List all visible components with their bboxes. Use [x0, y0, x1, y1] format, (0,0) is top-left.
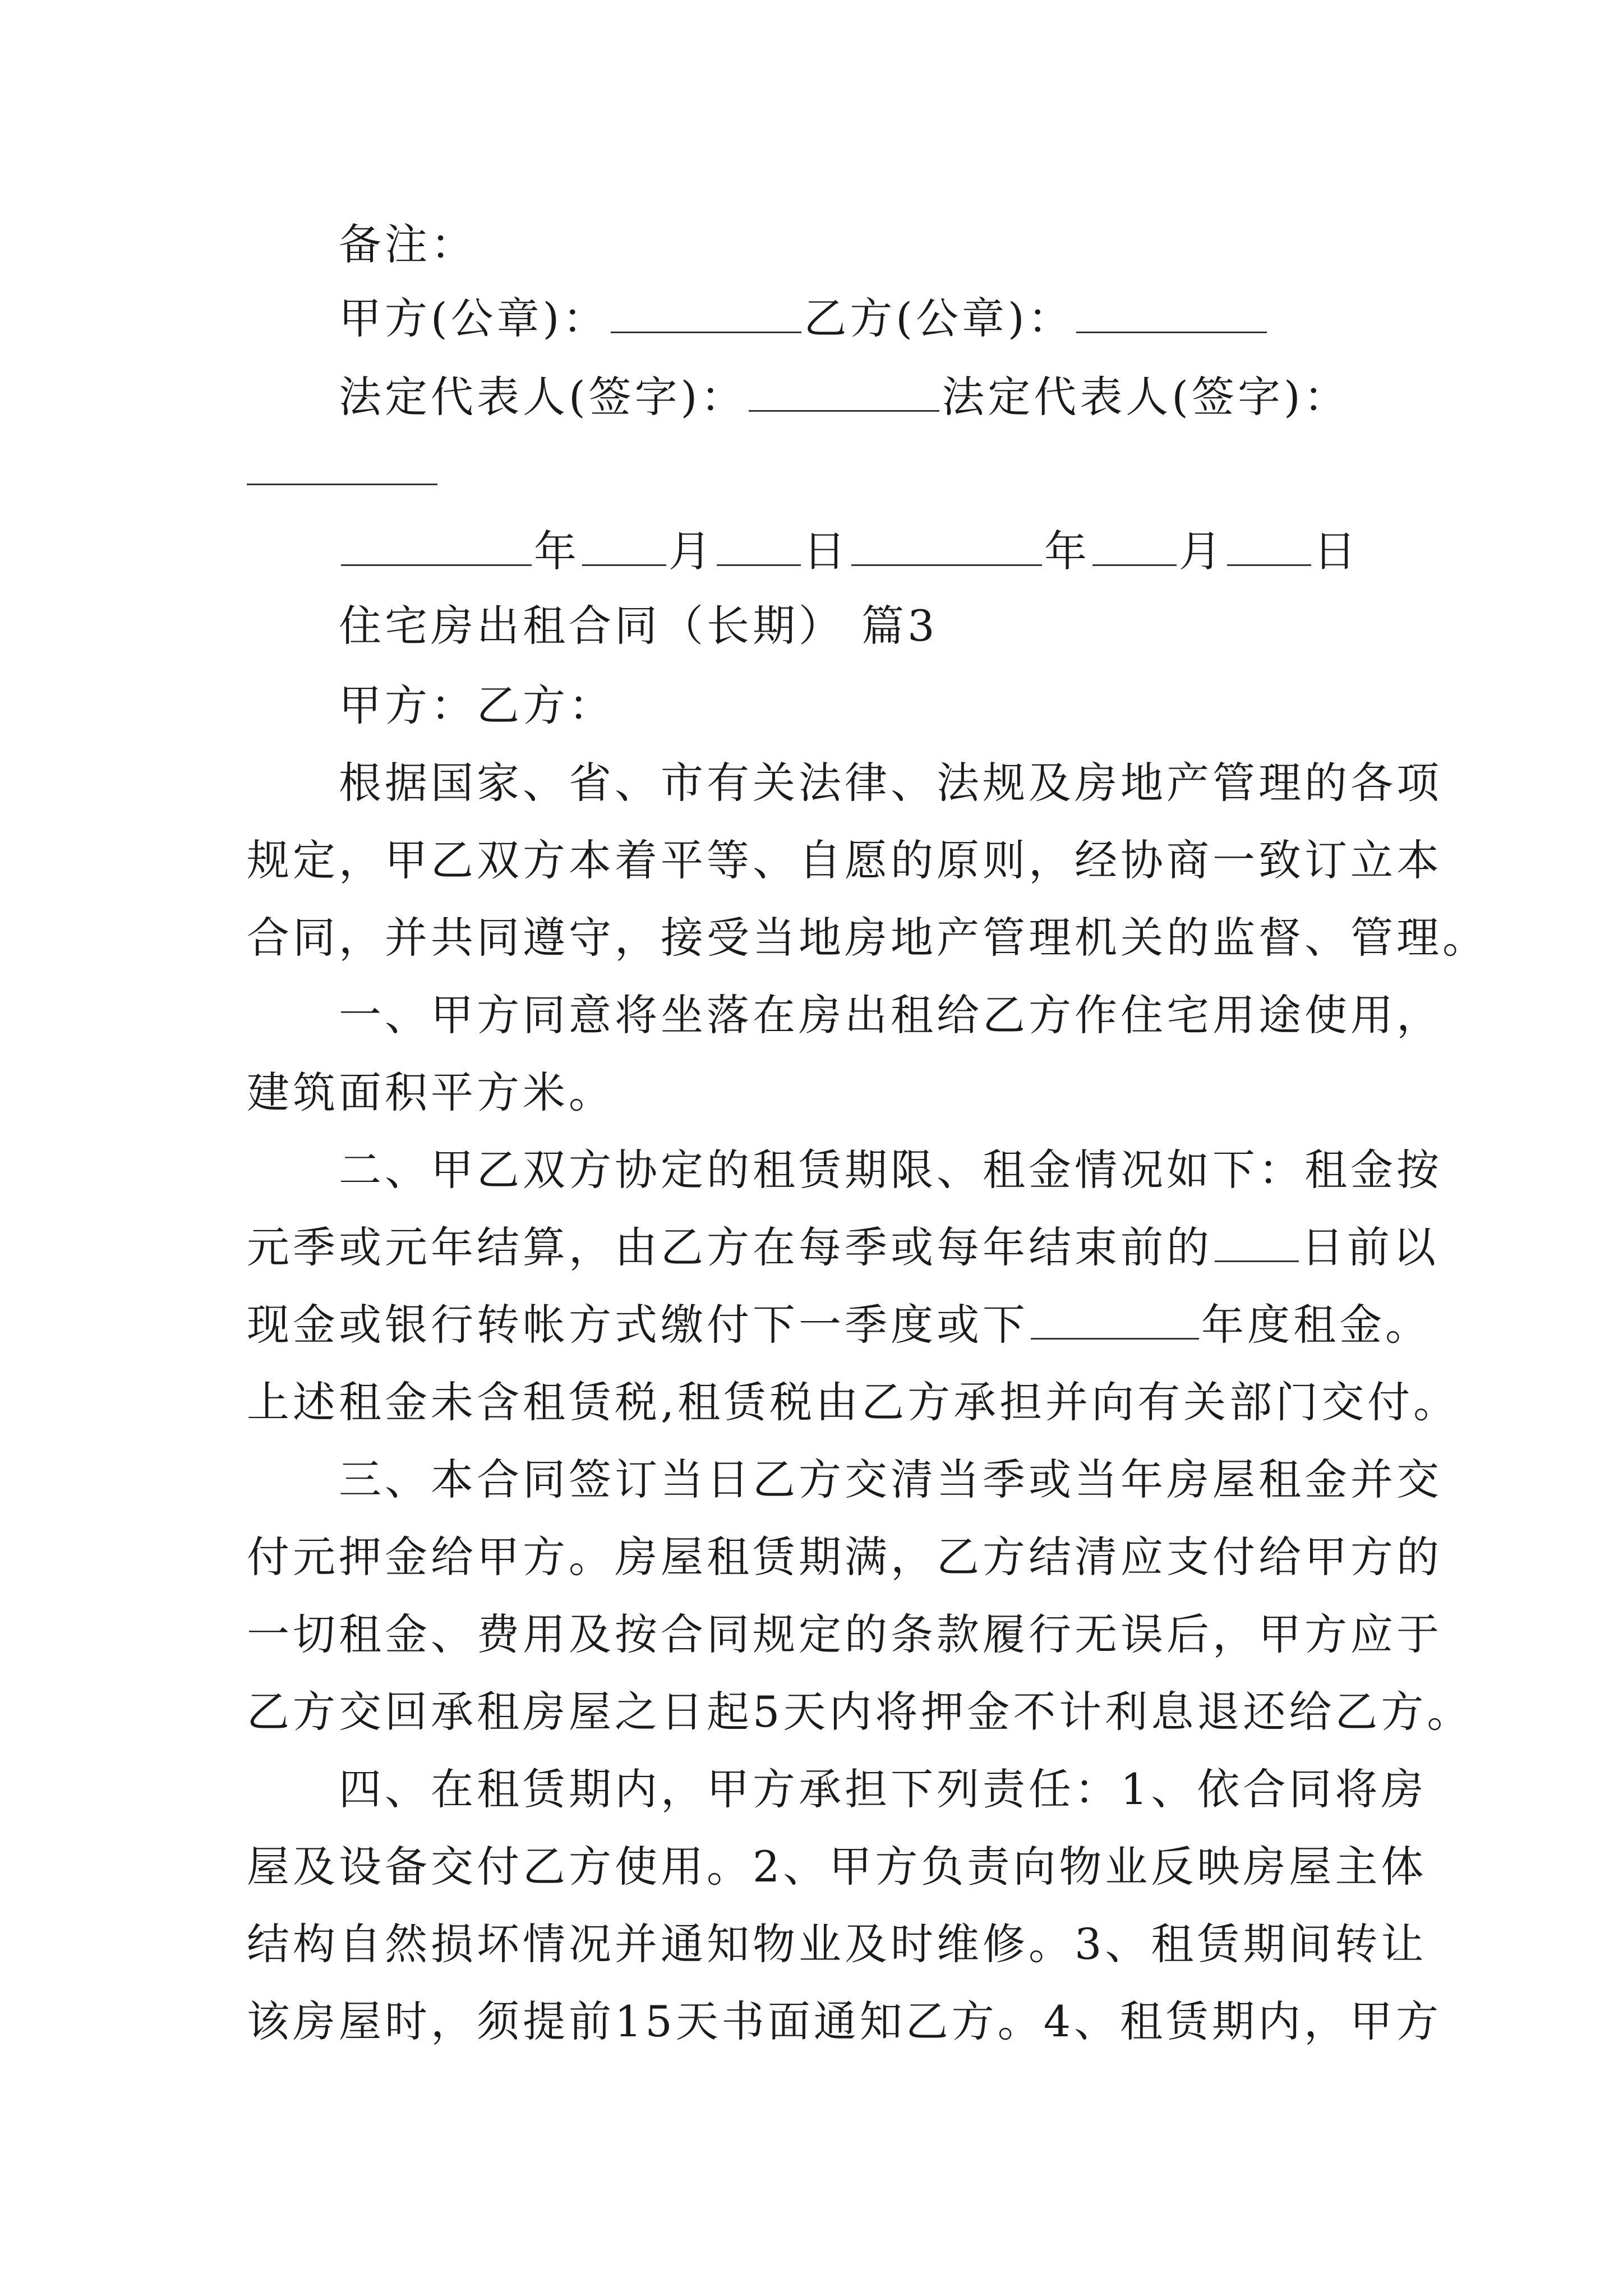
paragraph-line: 付元押金给甲方。房屋租赁期满，乙方结清应支付给甲方的: [247, 1532, 1442, 1582]
paragraph-line: 该房屋时，须提前15天书面通知乙方。4、租赁期内，甲方: [247, 1996, 1442, 2046]
paragraph-line: 一切租金、费用及按合同规定的条款履行无误后，甲方应于: [247, 1609, 1442, 1659]
month-blank-a: [582, 531, 666, 566]
year-blank-a: [341, 531, 532, 566]
year-label-b: 年: [1044, 526, 1090, 576]
paragraph-line: 上述租金未含租赁税,租赁税由乙方承担并向有关部门交付。: [247, 1377, 1460, 1427]
party-a-seal-blank: [611, 298, 801, 333]
paragraph-line: 根据国家、省、市有关法律、法规及房地产管理的各项: [339, 758, 1442, 808]
party-b-seal-label: 乙方(公章)：: [804, 293, 1074, 343]
day-label-a: 日: [803, 526, 849, 576]
paragraph-line: 一、甲方同意将坐落在房出租给乙方作住宅用途使用，: [339, 990, 1442, 1040]
paragraph-line: 二、甲乙双方协定的租赁期限、租金情况如下：租金按: [339, 1145, 1442, 1195]
party-a-seal-label: 甲方(公章)：: [339, 293, 609, 343]
remark-label: 备注：: [339, 219, 477, 269]
paragraph-line: 建筑面积平方米。: [247, 1068, 615, 1117]
year-label-a: 年: [534, 526, 580, 576]
day-blank-b: [1227, 531, 1311, 566]
due-day-blank: [1215, 1227, 1299, 1262]
party-b-seal-blank: [1076, 298, 1267, 333]
paragraph-line: 乙方交回承租房屋之日起5天内将押金不计利息退还给乙方。: [247, 1687, 1473, 1737]
paragraph-text: 日前以: [1301, 1222, 1439, 1272]
section-title: 住宅房出租合同（长期） 篇3: [339, 601, 938, 651]
paragraph-text: 元季或元年结算，由乙方在每季或每年结束前的: [247, 1222, 1212, 1272]
month-label-b: 月: [1179, 526, 1225, 576]
month-label-a: 月: [668, 526, 714, 576]
paragraph-text: 年度租金。: [1201, 1300, 1431, 1350]
month-blank-b: [1092, 531, 1177, 566]
paragraph-line: 四、在租赁期内，甲方承担下列责任：1、依合同将房: [339, 1764, 1427, 1814]
next-period-blank: [1031, 1304, 1199, 1340]
paragraph-text: 现金或银行转帐方式缴付下一季度或下: [247, 1300, 1029, 1350]
date-line: [339, 526, 1505, 576]
legal-rep-line: [339, 372, 1505, 422]
paragraph-line: 屋及设备交付乙方使用。2、甲方负责向物业反映房屋主体: [247, 1842, 1427, 1892]
paragraph-line: 合同，并共同遵守，接受当地房地产管理机关的监督、管理。: [247, 913, 1488, 963]
paragraph-line: 三、本合同签订当日乙方交清当季或当年房屋租金并交: [339, 1455, 1442, 1504]
paragraph-line: 规定，甲乙双方本着平等、自愿的原则，经协商一致订立本: [247, 835, 1442, 885]
legal-rep-a-blank: [749, 376, 939, 412]
day-blank-a: [717, 531, 801, 566]
paragraph-line: 结构自然损坏情况并通知物业及时维修。3、租赁期间转让: [247, 1919, 1427, 1969]
legal-rep-b-blank: [247, 484, 437, 485]
seal-line: [339, 293, 1505, 343]
paragraph-line: [247, 1222, 1439, 1272]
parties-line: 甲方：乙方：: [339, 680, 615, 730]
year-blank-b: [851, 531, 1042, 566]
legal-rep-b-label: 法定代表人(签字)：: [942, 372, 1350, 422]
paragraph-line: [247, 1300, 1431, 1350]
legal-rep-a-label: 法定代表人(签字)：: [339, 372, 747, 422]
day-label-b: 日: [1313, 526, 1359, 576]
